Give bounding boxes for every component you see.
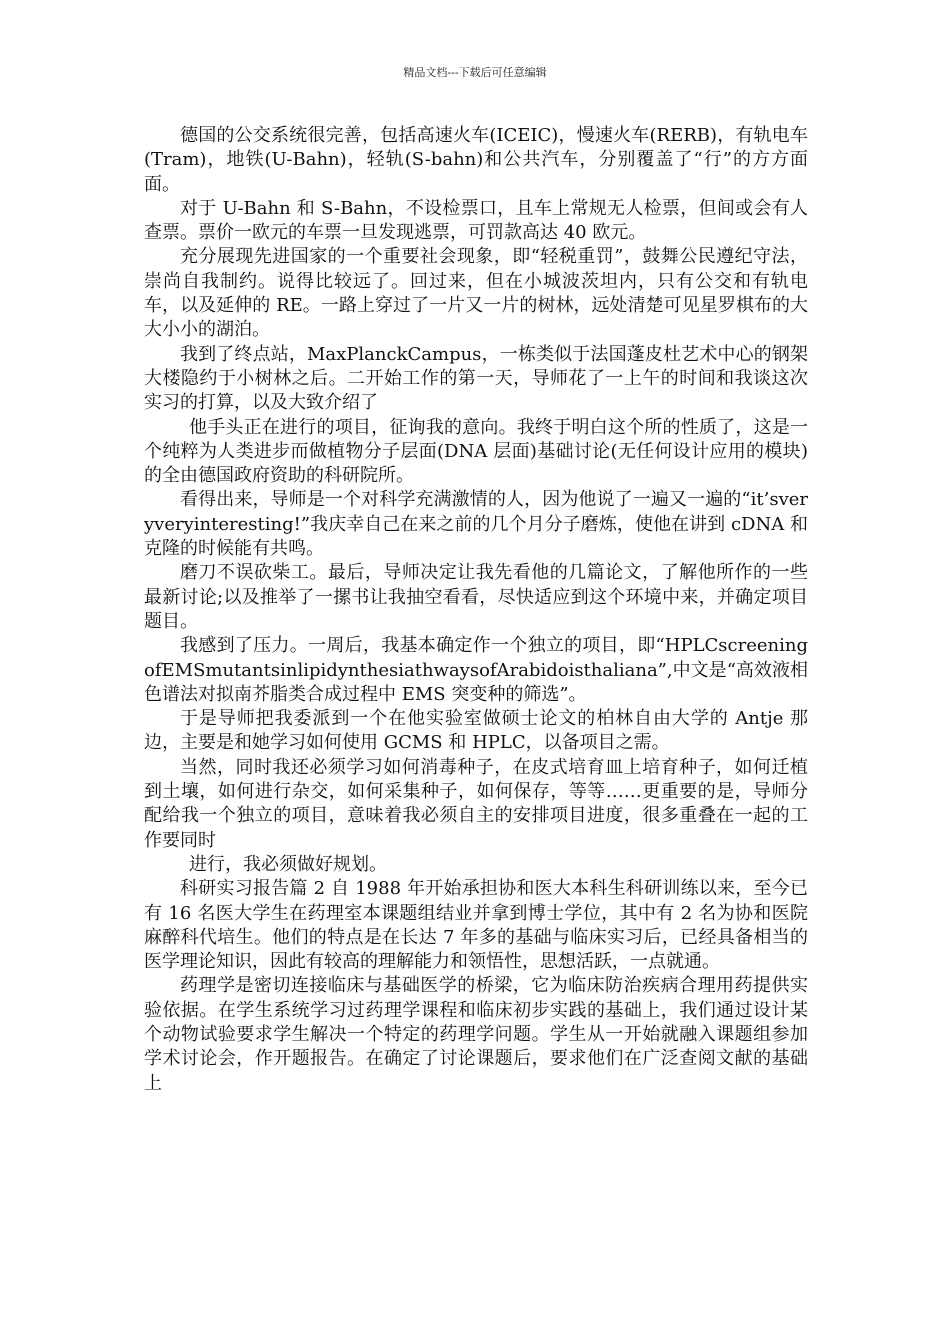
- paragraph: 科研实习报告篇 2 自 1988 年开始承担协和医大本科生科研训练以来，至今已有 16 名医大学生在药理室本课题组结业并拿到博士学位，其中有 2 名为协和医院麻醉科代培生。他们的特点是在长达 7 年多的基础与临床实习后，已经具备相当的医学理论知识，因此有较高的理解能力和领悟性，思想活跃，一点就通。: [144, 878, 808, 973]
- document-body: [144, 124, 808, 1096]
- paragraph: 我到了终点站，MaxPlanckCampus，一栋类似于法国蓬皮杜艺术中心的钢架大楼隐约于小树林之后。二开始工作的第一天，导师花了一上午的时间和我谈这次实习的打算，以及大致介绍了: [144, 343, 808, 414]
- paragraph: 他手头正在进行的项目，征询我的意向。我终于明白这个所的性质了，这是一个纯粹为人类进步而做植物分子层面(DNA 层面)基础讨论(无任何设计应用的模块)的全由德国政府资助的科研院所。: [144, 416, 808, 487]
- paragraph: 我感到了压力。一周后，我基本确定作一个独立的项目，即“HPLCscreeningofEMSmutantsinlipidynthesiathwaysofArabidoisthaliana”,中文是“高效液相色谱法对拟南芥脂类合成过程中 EMS 突变种的筛选”。: [144, 635, 808, 705]
- paragraph: 充分展现先进国家的一个重要社会现象，即“轻税重罚”，鼓舞公民遵纪守法，崇尚自我制约。说得比较远了。回过来，但在小城波茨坦内，只有公交和有轨电车，以及延伸的 RE。一路上穿过了一片又一片的树林，远处清楚可见星罗棋布的大大小小的湖泊。: [144, 246, 808, 341]
- paragraph: 看得出来，导师是一个对科学充满激情的人，因为他说了一遍又一遍的“it’sveryveryinteresting!”我庆幸自己在来之前的几个月分子磨炼，使他在讲到 cDNA 和克隆的时候能有共鸣。: [144, 489, 808, 560]
- paragraph: 德国的公交系统很完善，包括高速火车(ICEIC)，慢速火车(RERB)，有轨电车(Tram)，地铁(U-Bahn)，轻轨(S-bahn)和公共汽车，分别覆盖了“行”的方方面面。: [144, 125, 808, 195]
- paragraph: 进行，我必须做好规划。: [189, 853, 387, 875]
- paragraph: 药理学是密切连接临床与基础医学的桥梁，它为临床防治疾病合理用药提供实验依据。在学生系统学习过药理学课程和临床初步实践的基础上，我们通过设计某个动物试验要求学生解决一个特定的药理学问题。学生从一开始就融入课题组参加学术讨论会，作开题报告。在确定了讨论课题后，要求他们在广泛查阅文献的基础上: [144, 975, 808, 1094]
- paragraph: 对于 U-Bahn 和 S-Bahn，不设检票口，且车上常规无人检票，但间或会有人查票。票价一欧元的车票一旦发现逃票，可罚款高达 40 欧元。: [144, 197, 808, 244]
- paragraph: 于是导师把我委派到一个在他实验室做硕士论文的柏林自由大学的 Antje 那边，主要是和她学习如何使用 GCMS 和 HPLC，以备项目之需。: [144, 708, 808, 754]
- paragraph: 磨刀不误砍柴工。最后，导师决定让我先看他的几篇论文，了解他所作的一些最新讨论;以及推举了一摞书让我抽空看看，尽快适应到这个环境中来，并确定项目题目。: [144, 562, 808, 632]
- paragraph: 当然，同时我还必须学习如何消毒种子，在皮式培育皿上培育种子，如何迁植到土壤，如何进行杂交，如何采集种子，如何保存，等等……更重要的是，导师分配给我一个独立的项目，意味着我必须自主的安排项目进度，很多重叠在一起的工作要同时: [144, 756, 808, 851]
- page-header: 精品文档---下载后可任意编辑: [403, 66, 547, 79]
